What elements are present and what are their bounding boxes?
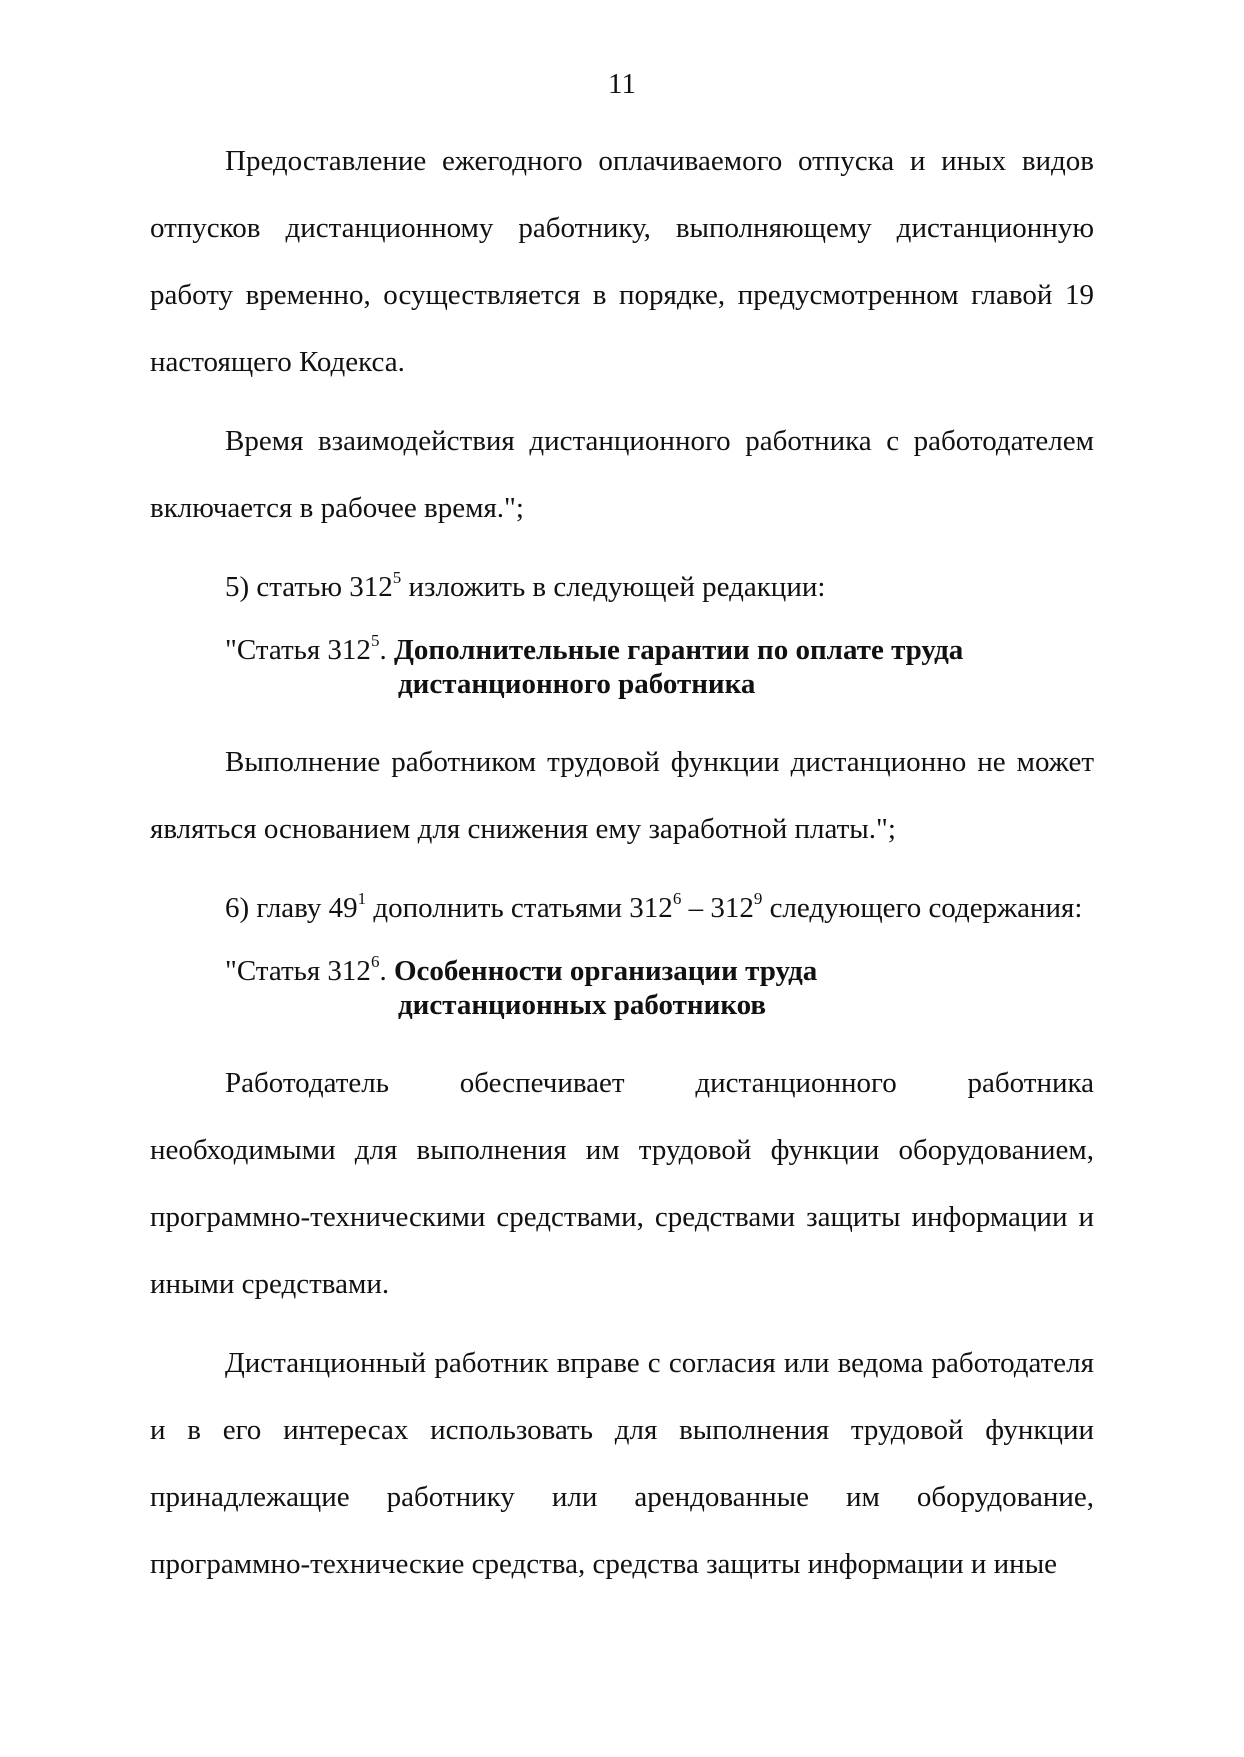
- paragraph-employer-provides: Работодатель обеспечивает дистанционного работника необходимыми для выполнения им трудовой функции оборудованием, программно-техническими средствами, средствами защиты информации и иными средствами.: [150, 1067, 1094, 1300]
- article-312-5-heading: [150, 633, 1094, 701]
- item-6-superscript-1: 1: [357, 889, 367, 909]
- item-5-text-end: изложить в следующей редакции:: [401, 571, 826, 603]
- item-6-text-mid: дополнить статьями 312: [366, 892, 673, 924]
- article-312-6-lead: "Статья 312: [225, 955, 371, 987]
- article-312-5-title: Дополнительные гарантии по оплате труда: [393, 634, 964, 666]
- page-number: 11: [608, 68, 636, 100]
- item-6-text-end: следующего содержания:: [762, 892, 1083, 924]
- article-312-5-lead: "Статья 312: [225, 634, 371, 666]
- article-312-6-heading: [150, 954, 1094, 1022]
- item-5-superscript: 5: [392, 568, 402, 588]
- paragraph-own-equipment: Дистанционный работник вправе с согласия или ведома работодателя и в его интересах использовать для выполнения трудовой функции принадлежащие работнику или арендованные им оборудование, программно-технические средства, средства защиты информации и иные: [150, 1347, 1094, 1580]
- paragraph-salary: Выполнение работником трудовой функции дистанционно не может являться основанием для снижения ему заработной платы.";: [150, 746, 1094, 845]
- paragraph-vacation: Предоставление ежегодного оплачиваемого отпуска и иных видов отпусков дистанционному работнику, выполняющему дистанционную работу временно, осуществляется в порядке, предусмотренном главой 19 настоящего Кодекса.: [150, 145, 1094, 378]
- article-312-6-superscript: 6: [370, 952, 380, 972]
- item-5: [150, 554, 1094, 621]
- article-312-6-title: Особенности организации труда: [393, 955, 818, 987]
- article-312-6-dot: .: [379, 955, 394, 987]
- item-6-superscript-2: 6: [672, 889, 682, 909]
- article-312-5-title-line2: дистанционного работника: [398, 668, 756, 700]
- item-6-dash: – 312: [681, 892, 754, 924]
- article-312-5-dot: .: [379, 634, 394, 666]
- document-body: [150, 128, 1094, 1598]
- paragraph-interaction-time: Время взаимодействия дистанционного работника с работодателем включается в рабочее время.";: [150, 425, 1094, 524]
- item-5-text: 5) статью 312: [225, 571, 393, 603]
- article-312-5-superscript: 5: [370, 631, 380, 651]
- item-6-text: 6) главу 49: [225, 892, 358, 924]
- item-6-superscript-3: 9: [753, 889, 763, 909]
- article-312-6-title-line2: дистанционных работников: [398, 989, 767, 1021]
- item-6: [150, 875, 1094, 942]
